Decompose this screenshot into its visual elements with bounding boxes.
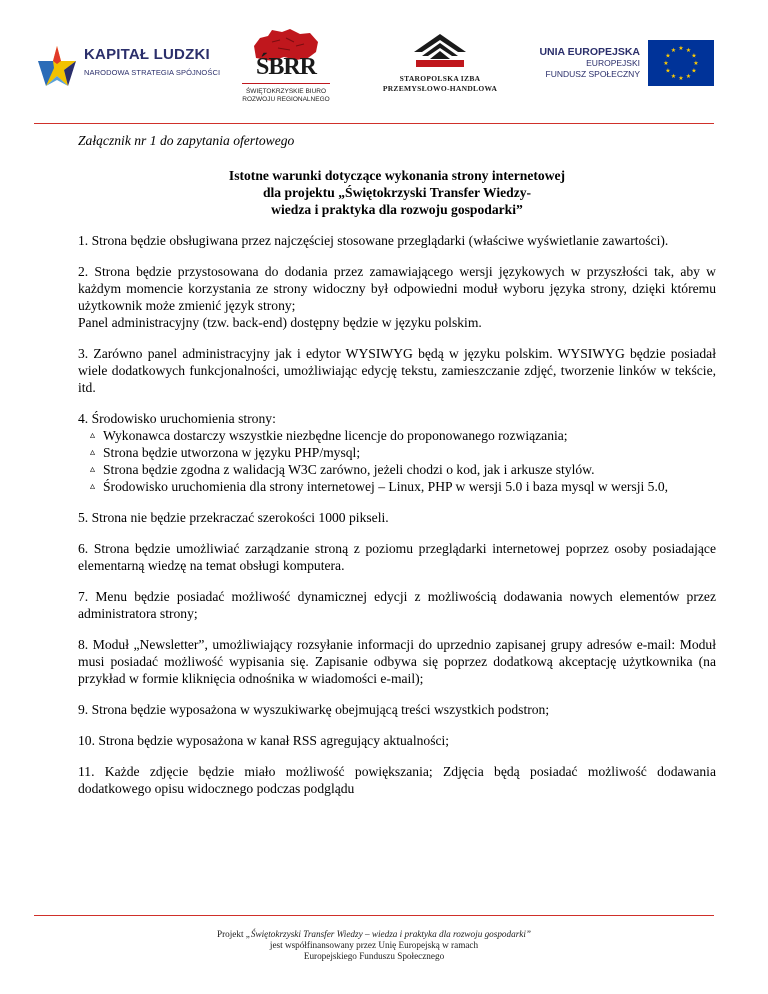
environment-list	[78, 427, 716, 495]
svg-text:★: ★	[685, 47, 692, 54]
list-item-text: Strona będzie utworzona w języku PHP/mysql;	[103, 445, 361, 460]
svg-text:★: ★	[691, 67, 697, 75]
paragraph-2-admin: Panel administracyjny (tzw. back-end) dostępny będzie w języku polskim.	[78, 315, 482, 330]
list-item	[92, 427, 716, 444]
footer-line-1	[34, 929, 714, 940]
kapital-ludzki-logo	[34, 40, 219, 96]
svg-text:★: ★	[691, 52, 697, 60]
sbrr-subtitle-line: ROZWOJU REGIONALNEGO	[242, 96, 330, 103]
paragraph-3: 3. Zarówno panel administracyjny jak i edytor WYSIWYG będą w języku polskim. WYSIWYG będzie posiadał wiele dodatkowych funkcjonalności, umożliwiając edycję tekstu, zamieszczanie zdjęć, tworzenie linków w tekście, itd.	[78, 346, 716, 395]
paragraph-6: 6. Strona będzie umożliwiać zarządzanie stroną z poziomu przeglądarki internetowej poprzez osoby posiadające elementarną wiedzę na temat obsługi komputera.	[78, 541, 716, 573]
footer-project-name: „Świętokrzyski Transfer Wiedzy – wiedza i praktyka dla rozwoju gospodarki”	[245, 929, 532, 939]
document-body	[78, 132, 716, 811]
sbrr-wordmark: ŚBRR	[255, 54, 317, 80]
title-line: Istotne warunki dotyczące wykonania strony internetowej	[228, 168, 566, 183]
triangle-bullet-icon: ▵	[90, 481, 96, 492]
paragraph-2	[78, 263, 716, 331]
triangle-bullet-icon: ▵	[90, 464, 96, 475]
spih-name	[370, 74, 510, 94]
footer-rule	[34, 915, 714, 916]
sbrr-divider	[242, 83, 330, 84]
header-logos	[0, 0, 768, 112]
svg-text:★: ★	[678, 45, 684, 52]
svg-text:★: ★	[665, 52, 671, 60]
footer-prefix: Projekt	[216, 929, 246, 939]
paragraph-1: 1. Strona będzie obsługiwana przez najczęściej stosowane przeglądarki (właściwe wyświetlanie zawartości).	[78, 233, 669, 248]
chamber-emblem-icon	[414, 34, 466, 68]
header-rule	[34, 123, 714, 124]
paragraph-2-text: 2. Strona będzie przystosowana do dodania przez zamawiającego wersji językowych w przyszłości tak, aby w każdym momencie korzystania ze strony widoczny był odpowiedni moduł wyboru języka strony, dzięki któremu użytkownik może zmienić język strony;	[78, 264, 716, 313]
annex-label: Załącznik nr 1 do zapytania ofertowego	[78, 133, 295, 148]
kapital-ludzki-title: KAPITAŁ LUDZKI	[84, 46, 210, 63]
paragraph-11: 11. Każde zdjęcie będzie miało możliwość powiększania; Zdjęcia będą posiadać możliwość dodawania dodatkowego opisu widocznego podczas podglądu	[78, 764, 716, 796]
eu-logo-text	[520, 46, 640, 96]
list-item-text: Strona będzie zgodna z walidacją W3C zarówno, jeżeli chodzi o kod, jak i arkusze stylów.	[103, 462, 595, 477]
kapital-ludzki-star-icon	[34, 44, 80, 90]
svg-text:★: ★	[670, 47, 677, 54]
svg-text:★: ★	[678, 75, 684, 82]
document-title	[78, 167, 716, 218]
list-item-text: Wykonawca dostarczy wszystkie niezbędne licencje do proponowanego rozwiązania;	[103, 428, 568, 443]
eu-subtitle-line: EUROPEJSKI	[586, 58, 640, 68]
list-item	[92, 444, 716, 461]
list-item-text: Środowisko uruchomienia dla strony internetowej – Linux, PHP w wersji 5.0 i baza mysql w wersji 5.0,	[103, 479, 669, 494]
paragraph-5: 5. Strona nie będzie przekraczać szerokości 1000 pikseli.	[78, 510, 389, 525]
list-item	[92, 478, 716, 495]
kapital-ludzki-subtitle: NARODOWA STRATEGIA SPÓJNOŚCI	[84, 68, 221, 77]
svg-text:★: ★	[665, 67, 671, 75]
triangle-bullet-icon: ▵	[90, 447, 96, 458]
paragraph-4-lead: 4. Środowisko uruchomienia strony:	[78, 411, 276, 426]
svg-text:★: ★	[663, 60, 669, 67]
title-line: dla projektu „Świętokrzyski Transfer Wiedzy-	[262, 185, 532, 200]
footer-line-3: Europejskiego Funduszu Społecznego	[303, 951, 445, 961]
paragraph-7: 7. Menu będzie posiadać możliwość dynamicznej edycji z możliwością dodawania nowych elementów przez administratora strony;	[78, 589, 716, 621]
eu-title: UNIA EUROPEJSKA	[539, 46, 640, 58]
svg-text:★: ★	[693, 60, 699, 67]
paragraph-10: 10. Strona będzie wyposażona w kanał RSS agregujący aktualności;	[78, 733, 450, 748]
spih-name-line: PRZEMYSŁOWO-HANDLOWA	[382, 84, 498, 93]
sbrr-logo	[236, 28, 336, 106]
list-item	[92, 461, 716, 478]
eu-subtitle-line: FUNDUSZ SPOŁECZNY	[545, 69, 640, 79]
triangle-bullet-icon: ▵	[90, 430, 96, 441]
title-line: wiedza i praktyka dla rozwoju gospodarki”	[271, 202, 523, 217]
spih-name-line: STAROPOLSKA IZBA	[399, 74, 481, 83]
spih-logo	[370, 34, 510, 108]
page-footer	[34, 929, 714, 962]
paragraph-4	[78, 410, 716, 495]
svg-text:★: ★	[685, 73, 692, 80]
sbrr-subtitle-line: ŚWIĘTOKRZYSKIE BIURO	[245, 88, 327, 95]
sbrr-subtitle	[236, 88, 336, 104]
footer-line-2: jest współfinansowany przez Unię Europejską w ramach	[269, 940, 479, 950]
eu-flag-icon	[648, 40, 714, 86]
paragraph-8: 8. Moduł „Newsletter”, umożliwiający rozsyłanie informacji do uprzednio zapisanej grupy adresów e-mail: Moduł musi posiadać możliwość wypisania się. Zapisanie odbywa się poprzez dodatkową akceptację użytkownika (na przykład w formie kliknięcia odnośnika w wiadomości e-mail);	[78, 637, 716, 686]
paragraph-9: 9. Strona będzie wyposażona w wyszukiwarkę obejmującą treści wszystkich podstron;	[78, 702, 550, 717]
svg-text:★: ★	[670, 73, 677, 80]
